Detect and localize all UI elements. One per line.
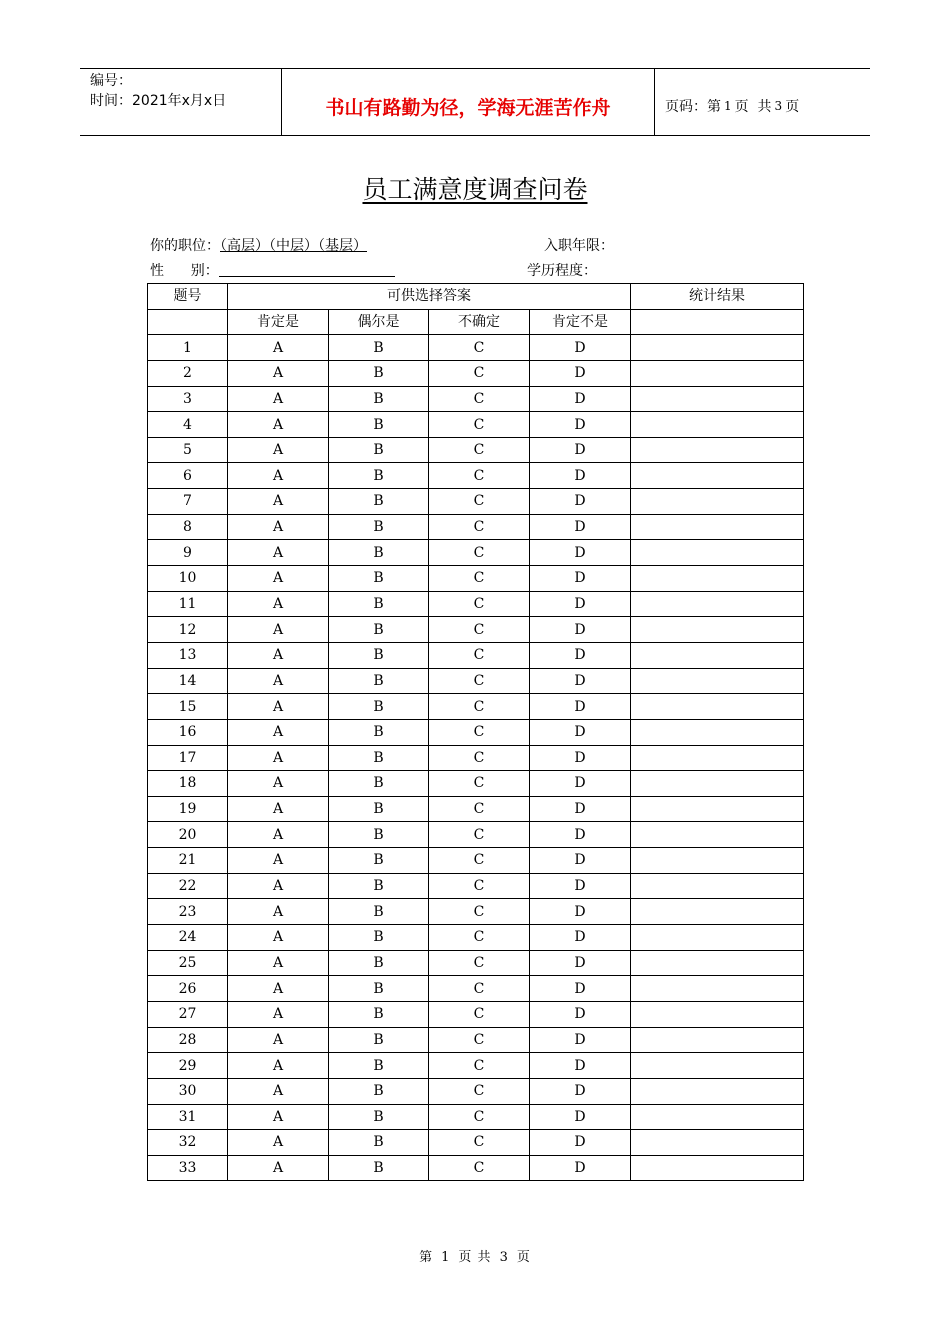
answer-option[interactable]: C — [429, 873, 530, 899]
answer-option[interactable]: A — [228, 360, 329, 386]
answer-option[interactable]: C — [429, 540, 530, 566]
table-row — [148, 719, 804, 745]
table-row — [148, 899, 804, 925]
answer-option[interactable]: A — [228, 1027, 329, 1053]
result-cell — [631, 668, 804, 694]
answer-option[interactable]: C — [429, 1130, 530, 1156]
answer-option[interactable]: A — [228, 591, 329, 617]
answer-option[interactable]: A — [228, 848, 329, 874]
header-meta — [80, 69, 282, 135]
table-row — [148, 335, 804, 361]
result-cell — [631, 796, 804, 822]
survey-table — [147, 283, 804, 1181]
question-number: 22 — [148, 873, 228, 899]
result-cell — [631, 489, 804, 515]
result-cell — [631, 1155, 804, 1181]
table-row — [148, 566, 804, 592]
answer-option[interactable]: A — [228, 925, 329, 951]
answer-option[interactable]: B — [329, 668, 429, 694]
answer-option[interactable]: B — [329, 771, 429, 797]
result-cell — [631, 1104, 804, 1130]
answer-option[interactable]: D — [530, 848, 631, 874]
question-number: 15 — [148, 694, 228, 720]
answer-option[interactable]: B — [329, 591, 429, 617]
answer-option[interactable]: A — [228, 873, 329, 899]
table-row — [148, 386, 804, 412]
footer-suffix: 页 — [516, 1250, 531, 1265]
answer-option[interactable]: A — [228, 1001, 329, 1027]
question-number: 6 — [148, 463, 228, 489]
page-prefix: 页码：第 — [665, 99, 721, 115]
question-number: 10 — [148, 566, 228, 592]
answer-option[interactable]: A — [228, 514, 329, 540]
page-total: 3 — [774, 99, 783, 113]
answer-option[interactable]: B — [329, 1078, 429, 1104]
table-row — [148, 642, 804, 668]
answer-option[interactable]: D — [530, 899, 631, 925]
result-cell — [631, 617, 804, 643]
answer-option[interactable]: A — [228, 489, 329, 515]
answer-option[interactable]: D — [530, 1104, 631, 1130]
table-row — [148, 1001, 804, 1027]
question-number: 32 — [148, 1130, 228, 1156]
number-label: 编号： — [90, 73, 132, 89]
gender-field — [150, 261, 395, 281]
question-number: 30 — [148, 1078, 228, 1104]
result-cell — [631, 1130, 804, 1156]
subheader-unsure: 不确定 — [429, 309, 530, 335]
answer-option[interactable]: B — [329, 642, 429, 668]
question-number: 21 — [148, 848, 228, 874]
result-cell — [631, 437, 804, 463]
question-number: 19 — [148, 796, 228, 822]
question-number: 4 — [148, 412, 228, 438]
answer-option[interactable]: B — [329, 566, 429, 592]
answer-option[interactable]: A — [228, 642, 329, 668]
answer-option[interactable]: D — [530, 1130, 631, 1156]
answer-option[interactable]: C — [429, 463, 530, 489]
answer-option[interactable]: A — [228, 668, 329, 694]
answer-option[interactable]: A — [228, 771, 329, 797]
answer-option[interactable]: C — [429, 489, 530, 515]
question-number: 24 — [148, 925, 228, 951]
table-row — [148, 950, 804, 976]
table-row — [148, 360, 804, 386]
table-row — [148, 976, 804, 1002]
answer-option[interactable]: D — [530, 642, 631, 668]
result-cell — [631, 771, 804, 797]
answer-option[interactable]: D — [530, 566, 631, 592]
answer-option[interactable]: B — [329, 822, 429, 848]
question-number: 17 — [148, 745, 228, 771]
answer-option[interactable]: D — [530, 1027, 631, 1053]
result-cell — [631, 694, 804, 720]
answer-option[interactable]: D — [530, 822, 631, 848]
answer-option[interactable]: B — [329, 694, 429, 720]
table-row — [148, 1053, 804, 1079]
table-row — [148, 668, 804, 694]
subheader-no: 肯定不是 — [530, 309, 631, 335]
answer-option[interactable]: C — [429, 514, 530, 540]
question-number: 2 — [148, 360, 228, 386]
position-label: 你的职位： — [150, 238, 220, 254]
result-cell — [631, 976, 804, 1002]
answer-option[interactable]: A — [228, 950, 329, 976]
answer-option[interactable]: A — [228, 694, 329, 720]
question-number: 26 — [148, 976, 228, 1002]
answer-option[interactable]: C — [429, 976, 530, 1002]
result-cell — [631, 386, 804, 412]
result-cell — [631, 1027, 804, 1053]
gender-label: 性 别： — [150, 263, 219, 279]
question-number: 11 — [148, 591, 228, 617]
answer-option[interactable]: D — [530, 796, 631, 822]
table-row — [148, 617, 804, 643]
answer-option[interactable]: A — [228, 335, 329, 361]
answer-option[interactable]: D — [530, 1155, 631, 1181]
answer-option[interactable]: D — [530, 591, 631, 617]
footer-prefix: 第 — [419, 1250, 434, 1265]
result-cell — [631, 822, 804, 848]
answer-option[interactable]: B — [329, 899, 429, 925]
answer-option[interactable]: A — [228, 976, 329, 1002]
question-number: 18 — [148, 771, 228, 797]
result-cell — [631, 1053, 804, 1079]
answer-option[interactable]: C — [429, 335, 530, 361]
answer-option[interactable]: D — [530, 437, 631, 463]
question-number: 28 — [148, 1027, 228, 1053]
result-cell — [631, 335, 804, 361]
col-number-header: 题号 — [148, 284, 228, 310]
page-current: 1 — [724, 99, 732, 113]
question-number: 29 — [148, 1053, 228, 1079]
answer-option[interactable]: C — [429, 899, 530, 925]
answer-option[interactable]: A — [228, 1104, 329, 1130]
answer-option[interactable]: D — [530, 668, 631, 694]
answer-option[interactable]: D — [530, 873, 631, 899]
answer-option[interactable]: A — [228, 796, 329, 822]
answer-option[interactable]: C — [429, 668, 530, 694]
answer-option[interactable]: D — [530, 719, 631, 745]
answer-option[interactable]: B — [329, 1001, 429, 1027]
answer-option[interactable]: B — [329, 1130, 429, 1156]
answer-option[interactable]: D — [530, 540, 631, 566]
question-number: 16 — [148, 719, 228, 745]
table-row — [148, 1104, 804, 1130]
answer-option[interactable]: D — [530, 925, 631, 951]
document-title: 员工满意度调查问卷 — [362, 175, 588, 204]
answer-option[interactable]: D — [530, 463, 631, 489]
page-header — [80, 68, 870, 136]
tenure-label: 入职年限： — [544, 238, 614, 254]
answer-option[interactable]: A — [228, 745, 329, 771]
table-row — [148, 591, 804, 617]
answer-option[interactable]: B — [329, 719, 429, 745]
answer-option[interactable]: C — [429, 1078, 530, 1104]
time-label: 时间：2021年x月x日 — [90, 93, 227, 109]
answer-option[interactable]: C — [429, 386, 530, 412]
answer-option[interactable]: B — [329, 873, 429, 899]
result-cell — [631, 848, 804, 874]
result-cell — [631, 950, 804, 976]
result-cell — [631, 1001, 804, 1027]
answer-option[interactable]: A — [228, 437, 329, 463]
answer-option[interactable]: A — [228, 412, 329, 438]
answer-option[interactable]: C — [429, 848, 530, 874]
question-number: 3 — [148, 386, 228, 412]
answer-option[interactable]: D — [530, 386, 631, 412]
answer-option[interactable]: A — [228, 566, 329, 592]
subheader-sometimes: 偶尔是 — [329, 309, 429, 335]
page-mid: 页 共 — [734, 99, 772, 115]
question-number: 20 — [148, 822, 228, 848]
result-cell — [631, 719, 804, 745]
answer-option[interactable]: D — [530, 950, 631, 976]
answer-option[interactable]: D — [530, 976, 631, 1002]
table-row — [148, 1027, 804, 1053]
position-field — [150, 236, 367, 256]
answer-option[interactable]: D — [530, 360, 631, 386]
result-cell — [631, 745, 804, 771]
answer-option[interactable]: C — [429, 1001, 530, 1027]
position-options[interactable]: （高层）（中层）（基层） — [220, 238, 367, 254]
footer-total: 3 — [499, 1250, 509, 1265]
answer-option[interactable]: D — [530, 1053, 631, 1079]
answer-option[interactable]: C — [429, 1155, 530, 1181]
answer-option[interactable]: C — [429, 771, 530, 797]
question-number: 13 — [148, 642, 228, 668]
question-number: 14 — [148, 668, 228, 694]
result-cell — [631, 566, 804, 592]
answer-option[interactable]: C — [429, 437, 530, 463]
answer-option[interactable]: B — [329, 463, 429, 489]
table-row — [148, 745, 804, 771]
header-row — [148, 284, 804, 310]
header-page-info — [655, 69, 870, 135]
table-row — [148, 1155, 804, 1181]
education-label: 学历程度： — [527, 263, 597, 279]
table-row — [148, 771, 804, 797]
table-row — [148, 463, 804, 489]
result-cell — [631, 540, 804, 566]
answer-option[interactable]: C — [429, 412, 530, 438]
answer-option[interactable]: D — [530, 412, 631, 438]
result-cell — [631, 873, 804, 899]
answer-option[interactable]: A — [228, 822, 329, 848]
answer-option[interactable]: C — [429, 796, 530, 822]
answer-option[interactable]: B — [329, 1104, 429, 1130]
table-row — [148, 822, 804, 848]
subheader-yes: 肯定是 — [228, 309, 329, 335]
answer-option[interactable]: B — [329, 335, 429, 361]
result-cell — [631, 360, 804, 386]
answer-option[interactable]: D — [530, 617, 631, 643]
table-row — [148, 412, 804, 438]
answer-option[interactable]: C — [429, 950, 530, 976]
answer-option[interactable]: B — [329, 796, 429, 822]
table-row — [148, 437, 804, 463]
table-row — [148, 540, 804, 566]
question-number: 23 — [148, 899, 228, 925]
answer-option[interactable]: B — [329, 745, 429, 771]
answer-option[interactable]: B — [329, 437, 429, 463]
result-cell — [631, 412, 804, 438]
answer-option[interactable]: A — [228, 463, 329, 489]
result-cell — [631, 1078, 804, 1104]
answer-option[interactable]: B — [329, 1155, 429, 1181]
question-number: 5 — [148, 437, 228, 463]
footer-mid: 页 共 — [458, 1250, 492, 1265]
answer-option[interactable]: B — [329, 950, 429, 976]
answer-option[interactable]: D — [530, 335, 631, 361]
answer-option[interactable]: C — [429, 360, 530, 386]
answer-option[interactable]: B — [329, 1053, 429, 1079]
answer-option[interactable]: B — [329, 925, 429, 951]
answer-option[interactable]: C — [429, 591, 530, 617]
answer-option[interactable]: B — [329, 540, 429, 566]
subheader-blank — [148, 309, 228, 335]
answer-option[interactable]: B — [329, 360, 429, 386]
question-number: 33 — [148, 1155, 228, 1181]
answer-option[interactable]: C — [429, 822, 530, 848]
result-cell — [631, 591, 804, 617]
answer-option[interactable]: D — [530, 694, 631, 720]
header-motto: 书山有路勤为径，学海无涯苦作舟 — [282, 69, 655, 135]
answer-option[interactable]: A — [228, 540, 329, 566]
question-number: 8 — [148, 514, 228, 540]
table-row — [148, 694, 804, 720]
answer-option[interactable]: B — [329, 848, 429, 874]
answer-option[interactable]: C — [429, 642, 530, 668]
question-number: 25 — [148, 950, 228, 976]
answer-option[interactable]: A — [228, 386, 329, 412]
table-row — [148, 1078, 804, 1104]
answer-option[interactable]: B — [329, 489, 429, 515]
answer-option[interactable]: C — [429, 925, 530, 951]
answer-option[interactable]: C — [429, 1104, 530, 1130]
answer-option[interactable]: A — [228, 719, 329, 745]
answer-option[interactable]: D — [530, 1078, 631, 1104]
result-cell — [631, 463, 804, 489]
answer-option[interactable]: A — [228, 1078, 329, 1104]
subheader-row — [148, 309, 804, 335]
page-footer — [0, 1246, 950, 1265]
table-row — [148, 1130, 804, 1156]
page-suffix: 页 — [785, 99, 800, 115]
answer-option[interactable]: A — [228, 1130, 329, 1156]
question-number: 7 — [148, 489, 228, 515]
answer-option[interactable]: C — [429, 745, 530, 771]
subheader-result-blank — [631, 309, 804, 335]
table-row — [148, 514, 804, 540]
table-row — [148, 873, 804, 899]
col-options-header: 可供选择答案 — [228, 284, 631, 310]
answer-option[interactable]: A — [228, 617, 329, 643]
table-row — [148, 796, 804, 822]
answer-option[interactable]: D — [530, 1001, 631, 1027]
question-number: 27 — [148, 1001, 228, 1027]
result-cell — [631, 642, 804, 668]
question-number: 31 — [148, 1104, 228, 1130]
footer-current: 1 — [441, 1250, 451, 1265]
answer-option[interactable]: B — [329, 976, 429, 1002]
answer-option[interactable]: B — [329, 412, 429, 438]
answer-option[interactable]: B — [329, 617, 429, 643]
result-cell — [631, 925, 804, 951]
answer-option[interactable]: C — [429, 694, 530, 720]
question-number: 9 — [148, 540, 228, 566]
table-row — [148, 489, 804, 515]
table-row — [148, 925, 804, 951]
answer-option[interactable]: C — [429, 719, 530, 745]
answer-option[interactable]: C — [429, 617, 530, 643]
answer-option[interactable]: C — [429, 566, 530, 592]
question-number: 12 — [148, 617, 228, 643]
result-cell — [631, 514, 804, 540]
answer-option[interactable]: B — [329, 514, 429, 540]
gender-input[interactable] — [219, 262, 395, 277]
answer-option[interactable]: B — [329, 1027, 429, 1053]
answer-option[interactable]: D — [530, 514, 631, 540]
answer-option[interactable]: C — [429, 1027, 530, 1053]
answer-option[interactable]: A — [228, 1155, 329, 1181]
answer-option[interactable]: A — [228, 899, 329, 925]
answer-option[interactable]: D — [530, 745, 631, 771]
answer-option[interactable]: C — [429, 1053, 530, 1079]
answer-option[interactable]: B — [329, 386, 429, 412]
table-row — [148, 848, 804, 874]
col-result-header: 统计结果 — [631, 284, 804, 310]
answer-option[interactable]: A — [228, 1053, 329, 1079]
result-cell — [631, 899, 804, 925]
answer-option[interactable]: D — [530, 771, 631, 797]
question-number: 1 — [148, 335, 228, 361]
answer-option[interactable]: D — [530, 489, 631, 515]
